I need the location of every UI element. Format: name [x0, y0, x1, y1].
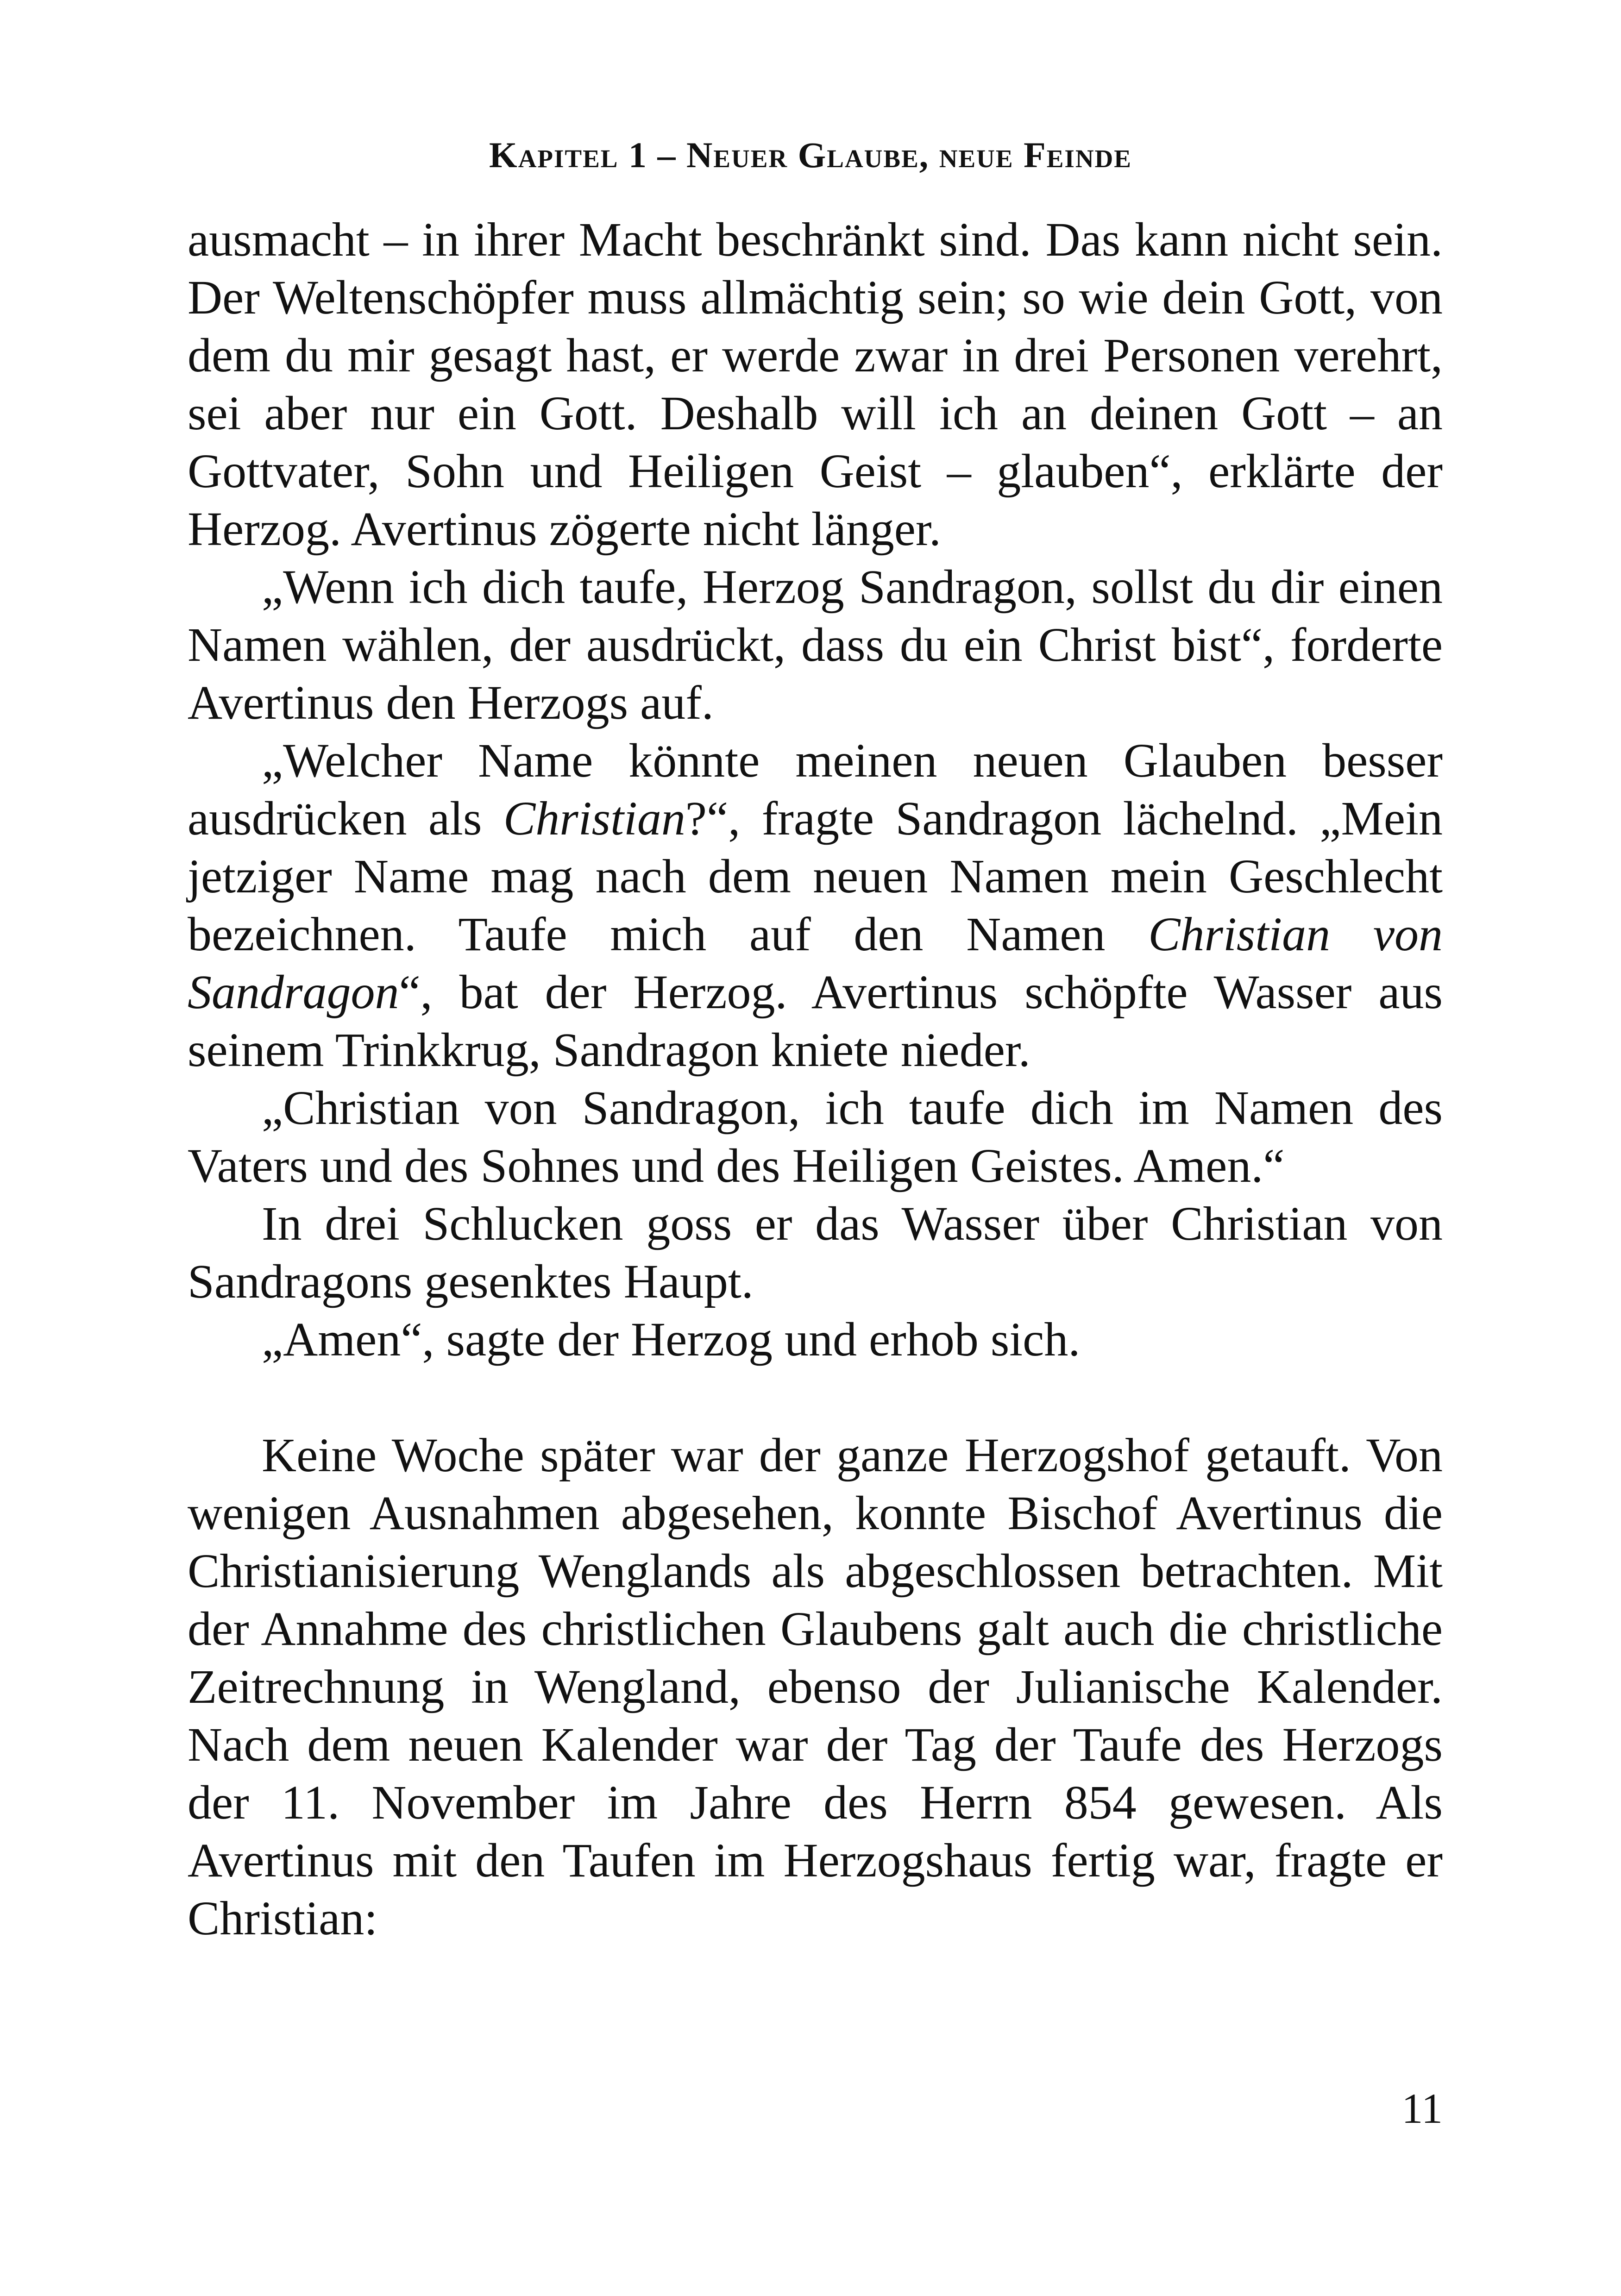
paragraph-4: „Christian von Sandragon, ich taufe dich im Namen des Vaters und des Sohnes und des Heiligen Geistes. Amen.“ [188, 1081, 1443, 1192]
italic-name-christian-von-sandragon: Christian von Sandragon [188, 908, 1443, 1019]
paragraph-3 [188, 732, 1443, 1079]
italic-name-christian: Christian [503, 792, 685, 845]
paragraph-1: ausmacht – in ihrer Macht beschränkt sind. Das kann nicht sein. Der Weltenschöpfer muss allmächtig sein; so wie dein Gott, von dem du mir gesagt hast, er werde zwar in drei Personen verehrt, sei aber nur ein Gott. Deshalb will ich an deinen Gott – an Gottvater, Sohn und Heiligen Geist – glauben“, erklärte der Herzog. Avertinus zögerte nicht länger. [188, 213, 1443, 556]
paragraph-7: Keine Woche später war der ganze Herzogshof getauft. Von wenigen Ausnahmen abgesehen, konnte Bischof Avertinus die Christianisierung Wenglands als abgeschlossen betrachten. Mit der Annahme des christlichen Glaubens galt auch die christliche Zeitrechnung in Wengland, ebenso der Julianische Kalender. Nach dem neuen Kalender war der Tag der Taufe des Herzogs der 11. November im Jahre des Herrn 854 gewesen. Als Avertinus mit den Taufen im Herzogshaus fertig war, fragte er Christian: [188, 1429, 1443, 1945]
section-break [188, 1368, 1443, 1426]
paragraph-2: „Wenn ich dich taufe, Herzog Sandragon, sollst du dir einen Namen wählen, der ausdrückt, dass du ein Christ bist“, forderte Avertinus den Herzogs auf. [188, 560, 1443, 729]
page-number: 11 [1401, 2085, 1443, 2132]
paragraph-3-part-3: “, bat der Herzog. Avertinus schöpfte Wasser aus seinem Trinkkrug, Sandragon kniete nieder. [188, 966, 1443, 1077]
paragraph-5: In drei Schlucken goss er das Wasser über Christian von Sandragons gesenktes Haupt. [188, 1197, 1443, 1308]
body-text [188, 211, 1443, 1947]
paragraph-6: „Amen“, sagte der Herzog und erhob sich. [262, 1313, 1081, 1366]
paragraph-3-part-2: ?“, fragte Sandragon lächelnd. „Mein jetziger Name mag nach dem neuen Namen mein Geschlecht bezeichnen. Taufe mich auf den Namen [188, 792, 1443, 961]
running-head: Kapitel 1 – Neuer Glaube, neue Feinde [489, 135, 1132, 175]
paragraph-3-part-1: „Welcher Name könnte meinen neuen Glauben besser ausdrücken als [188, 734, 1443, 845]
